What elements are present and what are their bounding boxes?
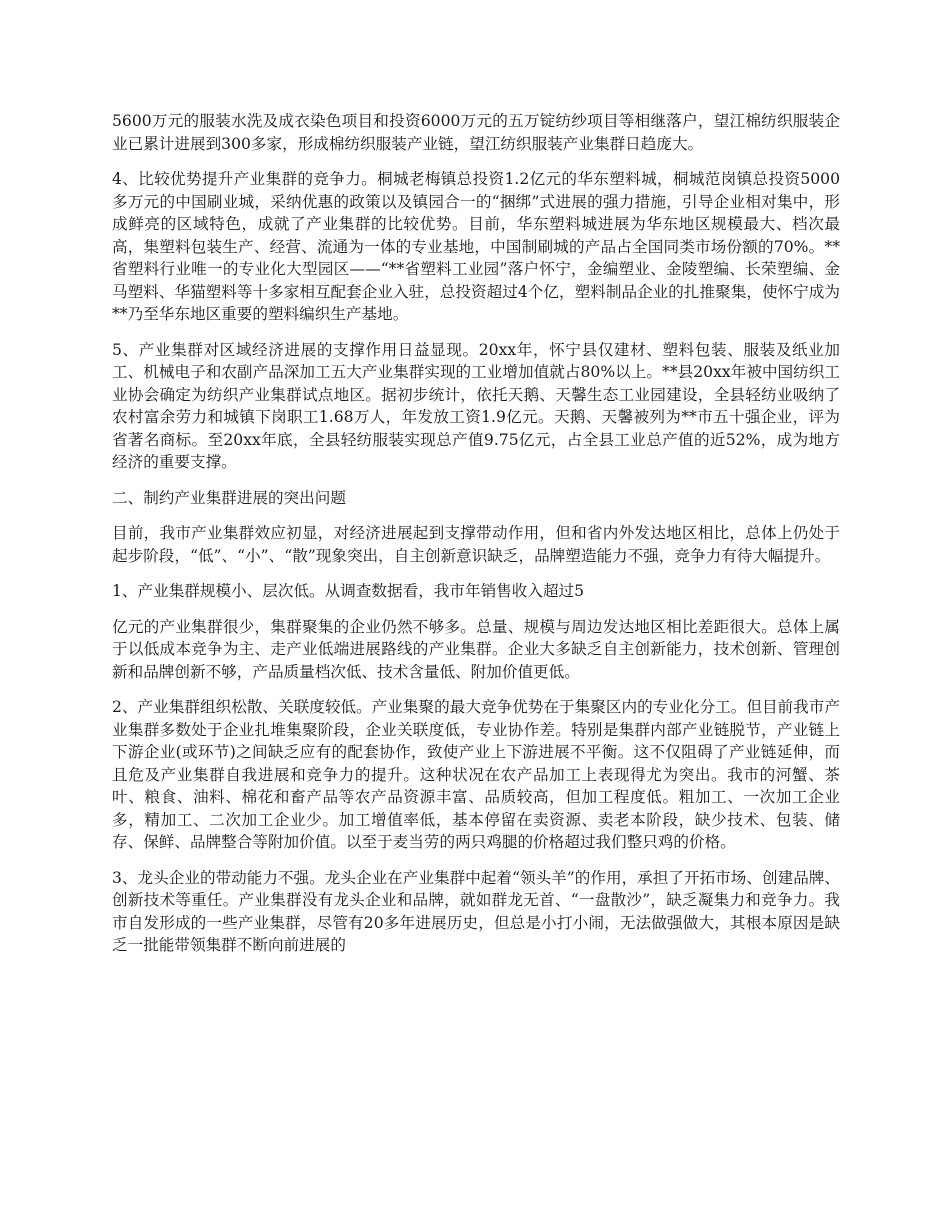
paragraph-3: 5、产业集群对区域经济进展的支撑作用日益显现。20xx年，怀宁县仅建材、塑料包装、服装及纸业加工、机械电子和农副产品深加工五大产业集群实现的工业增加值就占80%以上。**县20xx年被中国纺织工业协会确定为纺织产业集群试点地区。据初步统计，依托天鹅、天馨生态工业园建设，全县轻纺业吸纳了农村富余劳力和城镇下岗职工1.68万人，年发放工资1.9亿元。天鹅、天馨被列为**市五十强企业，评为省著名商标。至20xx年底，全县轻纺服装实现总产值9.75亿元，占全县工业总产值的近52%，成为地方经济的重要支撑。 [112,340,840,471]
paragraph-4: 目前，我市产业集群效应初显，对经济进展起到支撑带动作用，但和省内外发达地区相比，总体上仍处于起步阶段，“低”、“小”、“散”现象突出，自主创新意识缺乏，品牌塑造能力不强，竞争力有待大幅提升。 [112,524,840,565]
paragraph-8: 3、龙头企业的带动能力不强。龙头企业在产业集群中起着“领头羊”的作用，承担了开拓市场、创建品牌、创新技术等重任。产业集群没有龙头企业和品牌，就如群龙无首、“一盘散沙”，缺乏凝集力和竞争力。我市自发形成的一些产业集群，尽管有20多年进展历史，但总是小打小闹，无法做强做大，其根本原因是缺乏一批能带领集群不断向前进展的 [112,868,840,954]
document-body [112,110,840,970]
paragraph-7: 2、产业集群组织松散、关联度较低。产业集聚的最大竞争优势在于集聚区内的专业化分工。但目前我市产业集群多数处于企业扎堆集聚阶段，企业关联度低，专业协作差。特别是集群内部产业链脱节，产业链上下游企业(或环节)之间缺乏应有的配套协作，致使产业上下游进展不平衡。这不仅阻碍了产业链延伸，而且危及产业集群自我进展和竞争力的提升。这种状况在农产品加工上表现得尤为突出。我市的河蟹、茶叶、粮食、油料、棉花和畜产品等农产品资源丰富、品质较高，但加工程度低。粗加工、一次加工企业多，精加工、二次加工企业少。加工增值率低，基本停留在卖资源、卖老本阶段，缺少技术、包装、储存、保鲜、品牌整合等附加价值。以至于麦当劳的两只鸡腿的价格超过我们整只鸡的价格。 [112,698,840,851]
paragraph-5: 1、产业集群规模小、层次低。从调查数据看，我市年销售收入超过5 [112,582,585,600]
paragraph-2: 4、比较优势提升产业集群的竞争力。桐城老梅镇总投资1.2亿元的华东塑料城，桐城范岗镇总投资5000多万元的中国刷业城，采纳优惠的政策以及镇园合一的“捆绑”式进展的强力措施，引导企业相对集中，形成鲜亮的区域特色，成就了产业集群的比较优势。目前，华东塑料城进展为华东地区规模最大、档次最高，集塑料包装生产、经营、流通为一体的专业基地，中国制刷城的产品占全国同类市场份额的70%。**省塑料行业唯一的专业化大型园区——“**省塑料工业园”落户怀宁，金编塑业、金陵塑编、长荣塑编、金马塑料、华猫塑料等十多家相互配套企业入驻，总投资超过4个亿，塑料制品企业的扎推聚集，使怀宁成为**乃至华东地区重要的塑料编织生产基地。 [112,170,840,323]
paragraph-1: 5600万元的服装水洗及成衣染色项目和投资6000万元的五万锭纺纱项目等相继落户，望江棉纺织服装企业已累计进展到300多家，形成棉纺织服装产业链，望江纺织服装产业集群日趋庞大。 [112,112,840,153]
paragraph-6: 亿元的产业集群很少，集群聚集的企业仍然不够多。总量、规模与周边发达地区相比差距很大。总体上属于以低成本竞争为主、走产业低端进展路线的产业集群。企业大多缺乏自主创新能力，技术创新、管理创新和品牌创新不够，产品质量档次低、技术含量低、附加价值更低。 [112,617,840,681]
section-heading: 二、制约产业集群进展的突出问题 [112,488,346,507]
